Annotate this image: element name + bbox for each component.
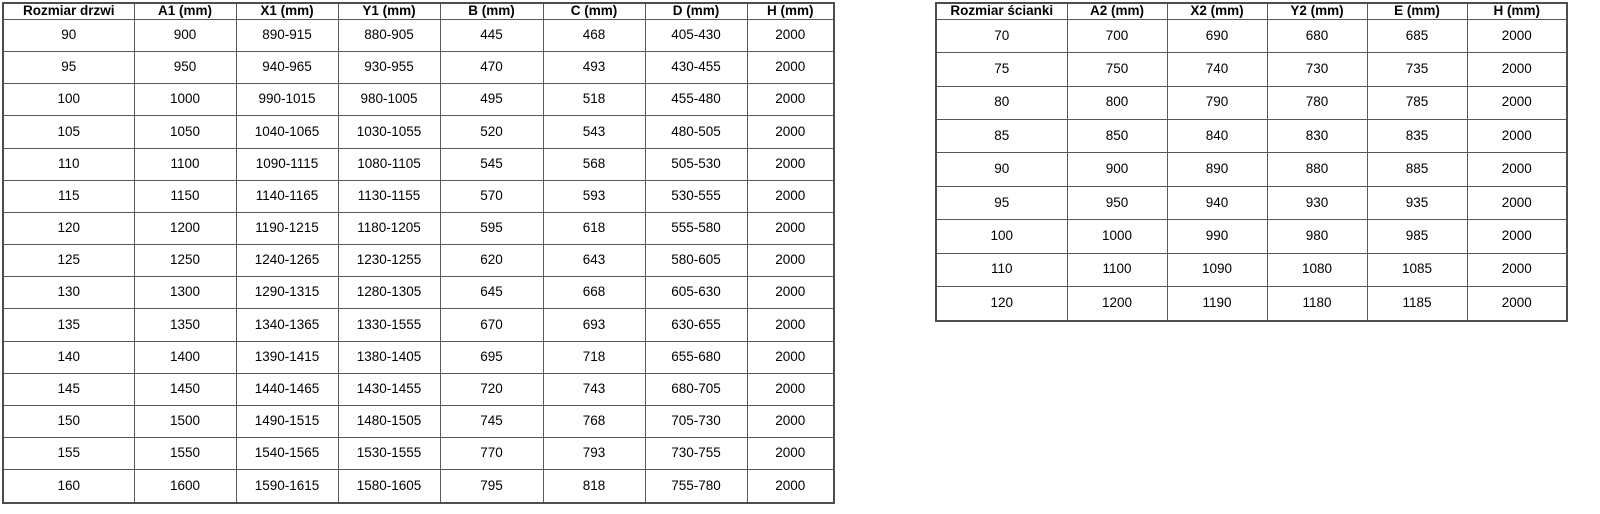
table-cell: 2000	[747, 245, 834, 277]
table-cell: 900	[1067, 153, 1167, 186]
table-cell: 2000	[1467, 286, 1567, 321]
table-cell: 2000	[747, 116, 834, 148]
table-cell: 1380-1405	[338, 341, 440, 373]
table-cell: 100	[936, 220, 1067, 253]
table-cell: 2000	[1467, 153, 1567, 186]
table-cell: 1280-1305	[338, 277, 440, 309]
column-header: A1 (mm)	[134, 3, 236, 19]
table-cell: 1450	[134, 373, 236, 405]
table-row	[3, 148, 834, 180]
table-cell: 720	[440, 373, 543, 405]
table-cell: 95	[3, 52, 134, 84]
table-cell: 1330-1555	[338, 309, 440, 341]
table-cell: 830	[1267, 120, 1367, 153]
table-row	[3, 19, 834, 51]
table-cell: 1250	[134, 245, 236, 277]
table-row	[3, 277, 834, 309]
column-header: D (mm)	[645, 3, 747, 19]
table-cell: 1185	[1367, 286, 1467, 321]
table-cell: 950	[1067, 186, 1167, 219]
table-cell: 985	[1367, 220, 1467, 253]
table-cell: 745	[440, 405, 543, 437]
table-row	[3, 52, 834, 84]
table-cell: 840	[1167, 120, 1267, 153]
table-cell: 2000	[747, 19, 834, 51]
table-cell: 2000	[1467, 220, 1567, 253]
table-cell: 1230-1255	[338, 245, 440, 277]
table-cell: 80	[936, 86, 1067, 119]
table-row	[3, 212, 834, 244]
table-cell: 90	[936, 153, 1067, 186]
table-cell: 2000	[747, 405, 834, 437]
table-cell: 818	[543, 470, 645, 503]
table-cell: 160	[3, 470, 134, 503]
wall-sizes-table	[935, 2, 1568, 322]
table-cell: 2000	[747, 373, 834, 405]
table-cell: 1180-1205	[338, 212, 440, 244]
table-row	[3, 116, 834, 148]
table-row	[3, 405, 834, 437]
table-cell: 655-680	[645, 341, 747, 373]
table-cell: 1100	[1067, 253, 1167, 286]
table-cell: 545	[440, 148, 543, 180]
table-cell: 468	[543, 19, 645, 51]
table-cell: 120	[936, 286, 1067, 321]
table-cell: 2000	[1467, 120, 1567, 153]
table-cell: 885	[1367, 153, 1467, 186]
table-cell: 505-530	[645, 148, 747, 180]
table-cell: 1500	[134, 405, 236, 437]
table-cell: 555-580	[645, 212, 747, 244]
table-cell: 1590-1615	[236, 470, 338, 503]
table-cell: 2000	[747, 148, 834, 180]
table-cell: 1350	[134, 309, 236, 341]
table-cell: 2000	[747, 212, 834, 244]
table-cell: 680	[1267, 19, 1367, 52]
table-cell: 705-730	[645, 405, 747, 437]
table-cell: 1140-1165	[236, 180, 338, 212]
table-cell: 620	[440, 245, 543, 277]
table-cell: 1290-1315	[236, 277, 338, 309]
table-cell: 90	[3, 19, 134, 51]
table-cell: 800	[1067, 86, 1167, 119]
table-cell: 1000	[134, 84, 236, 116]
table-cell: 150	[3, 405, 134, 437]
table-cell: 470	[440, 52, 543, 84]
table-row	[3, 341, 834, 373]
column-header: Rozmiar ścianki	[936, 3, 1067, 19]
table-cell: 1130-1155	[338, 180, 440, 212]
table-cell: 1200	[134, 212, 236, 244]
table-row	[936, 53, 1567, 86]
table-row	[936, 286, 1567, 321]
table-cell: 1440-1465	[236, 373, 338, 405]
table-cell: 75	[936, 53, 1067, 86]
table-cell: 1580-1605	[338, 470, 440, 503]
table-cell: 130	[3, 277, 134, 309]
table-cell: 543	[543, 116, 645, 148]
table-cell: 743	[543, 373, 645, 405]
table-cell: 2000	[747, 470, 834, 503]
table-cell: 755-780	[645, 470, 747, 503]
table-cell: 2000	[747, 341, 834, 373]
table-cell: 120	[3, 212, 134, 244]
table-cell: 2000	[747, 309, 834, 341]
table-cell: 2000	[1467, 186, 1567, 219]
table-cell: 1150	[134, 180, 236, 212]
table-cell: 735	[1367, 53, 1467, 86]
column-header: H (mm)	[1467, 3, 1567, 19]
table-cell: 980-1005	[338, 84, 440, 116]
table-cell: 670	[440, 309, 543, 341]
table-cell: 618	[543, 212, 645, 244]
table-cell: 1540-1565	[236, 438, 338, 470]
table-cell: 680-705	[645, 373, 747, 405]
table-cell: 1190	[1167, 286, 1267, 321]
table-cell: 1030-1055	[338, 116, 440, 148]
table-cell: 1100	[134, 148, 236, 180]
table-cell: 1550	[134, 438, 236, 470]
table-cell: 730	[1267, 53, 1367, 86]
table-cell: 930	[1267, 186, 1367, 219]
table-cell: 115	[3, 180, 134, 212]
table-cell: 1480-1505	[338, 405, 440, 437]
column-header: E (mm)	[1367, 3, 1467, 19]
table-row	[3, 373, 834, 405]
table-row	[3, 438, 834, 470]
table-cell: 1080-1105	[338, 148, 440, 180]
table-cell: 980	[1267, 220, 1367, 253]
table-cell: 693	[543, 309, 645, 341]
table-cell: 780	[1267, 86, 1367, 119]
table-cell: 140	[3, 341, 134, 373]
column-header: B (mm)	[440, 3, 543, 19]
table-cell: 2000	[1467, 253, 1567, 286]
table-cell: 890-915	[236, 19, 338, 51]
column-header: Rozmiar drzwi	[3, 3, 134, 19]
table-cell: 850	[1067, 120, 1167, 153]
table-cell: 568	[543, 148, 645, 180]
table-row	[936, 19, 1567, 52]
table-cell: 1050	[134, 116, 236, 148]
table-cell: 750	[1067, 53, 1167, 86]
table-cell: 445	[440, 19, 543, 51]
table-cell: 685	[1367, 19, 1467, 52]
table-cell: 455-480	[645, 84, 747, 116]
table-cell: 1090	[1167, 253, 1267, 286]
table-cell: 790	[1167, 86, 1267, 119]
table-cell: 95	[936, 186, 1067, 219]
table-cell: 2000	[747, 277, 834, 309]
table-cell: 2000	[1467, 19, 1567, 52]
table-cell: 105	[3, 116, 134, 148]
table-row	[936, 86, 1567, 119]
table-cell: 135	[3, 309, 134, 341]
table-cell: 935	[1367, 186, 1467, 219]
column-header: A2 (mm)	[1067, 3, 1167, 19]
table-row	[936, 220, 1567, 253]
table-cell: 668	[543, 277, 645, 309]
table-cell: 493	[543, 52, 645, 84]
table-cell: 405-430	[645, 19, 747, 51]
table-row	[3, 84, 834, 116]
table-cell: 1390-1415	[236, 341, 338, 373]
table-cell: 85	[936, 120, 1067, 153]
table-cell: 645	[440, 277, 543, 309]
table-cell: 950	[134, 52, 236, 84]
column-header: X2 (mm)	[1167, 3, 1267, 19]
table-cell: 890	[1167, 153, 1267, 186]
table-cell: 795	[440, 470, 543, 503]
table-cell: 835	[1367, 120, 1467, 153]
table-cell: 125	[3, 245, 134, 277]
table-cell: 1600	[134, 470, 236, 503]
column-header: H (mm)	[747, 3, 834, 19]
table-cell: 770	[440, 438, 543, 470]
table-row	[3, 180, 834, 212]
table-cell: 110	[936, 253, 1067, 286]
table-cell: 100	[3, 84, 134, 116]
table-cell: 1240-1265	[236, 245, 338, 277]
table-cell: 793	[543, 438, 645, 470]
table-cell: 1180	[1267, 286, 1367, 321]
table-row	[936, 186, 1567, 219]
table-cell: 700	[1067, 19, 1167, 52]
table-cell: 495	[440, 84, 543, 116]
table-cell: 718	[543, 341, 645, 373]
table-cell: 940-965	[236, 52, 338, 84]
table-cell: 1090-1115	[236, 148, 338, 180]
table-cell: 530-555	[645, 180, 747, 212]
table-row	[936, 120, 1567, 153]
table-cell: 1190-1215	[236, 212, 338, 244]
column-header: Y1 (mm)	[338, 3, 440, 19]
table-row	[3, 245, 834, 277]
table-cell: 480-505	[645, 116, 747, 148]
table-cell: 1340-1365	[236, 309, 338, 341]
header-row	[3, 3, 834, 19]
table-cell: 518	[543, 84, 645, 116]
table-cell: 2000	[1467, 53, 1567, 86]
table-cell: 690	[1167, 19, 1267, 52]
table-cell: 785	[1367, 86, 1467, 119]
table-cell: 2000	[747, 180, 834, 212]
table-cell: 730-755	[645, 438, 747, 470]
column-header: X1 (mm)	[236, 3, 338, 19]
table-cell: 695	[440, 341, 543, 373]
table-cell: 740	[1167, 53, 1267, 86]
table-cell: 2000	[747, 438, 834, 470]
table-cell: 70	[936, 19, 1067, 52]
table-cell: 1200	[1067, 286, 1167, 321]
table-cell: 880	[1267, 153, 1367, 186]
table-cell: 155	[3, 438, 134, 470]
table-cell: 593	[543, 180, 645, 212]
table-cell: 1040-1065	[236, 116, 338, 148]
table-cell: 580-605	[645, 245, 747, 277]
table-row	[936, 253, 1567, 286]
table-row	[3, 470, 834, 503]
table-cell: 2000	[747, 84, 834, 116]
table-cell: 1490-1515	[236, 405, 338, 437]
table-cell: 990-1015	[236, 84, 338, 116]
table-cell: 880-905	[338, 19, 440, 51]
column-header: C (mm)	[543, 3, 645, 19]
table-cell: 768	[543, 405, 645, 437]
table-cell: 1400	[134, 341, 236, 373]
table-cell: 930-955	[338, 52, 440, 84]
table-cell: 2000	[1467, 86, 1567, 119]
table-cell: 1430-1455	[338, 373, 440, 405]
table-cell: 2000	[747, 52, 834, 84]
column-header: Y2 (mm)	[1267, 3, 1367, 19]
table-cell: 570	[440, 180, 543, 212]
table-cell: 430-455	[645, 52, 747, 84]
table-cell: 1000	[1067, 220, 1167, 253]
table-cell: 940	[1167, 186, 1267, 219]
table-cell: 520	[440, 116, 543, 148]
table-cell: 605-630	[645, 277, 747, 309]
header-row	[936, 3, 1567, 19]
table-cell: 900	[134, 19, 236, 51]
table-cell: 1080	[1267, 253, 1367, 286]
table-cell: 630-655	[645, 309, 747, 341]
table-cell: 145	[3, 373, 134, 405]
table-row	[3, 309, 834, 341]
table-cell: 595	[440, 212, 543, 244]
table-cell: 990	[1167, 220, 1267, 253]
table-cell: 1085	[1367, 253, 1467, 286]
table-cell: 1300	[134, 277, 236, 309]
table-cell: 1530-1555	[338, 438, 440, 470]
door-sizes-table	[2, 2, 835, 504]
table-cell: 643	[543, 245, 645, 277]
table-row	[936, 153, 1567, 186]
table-cell: 110	[3, 148, 134, 180]
